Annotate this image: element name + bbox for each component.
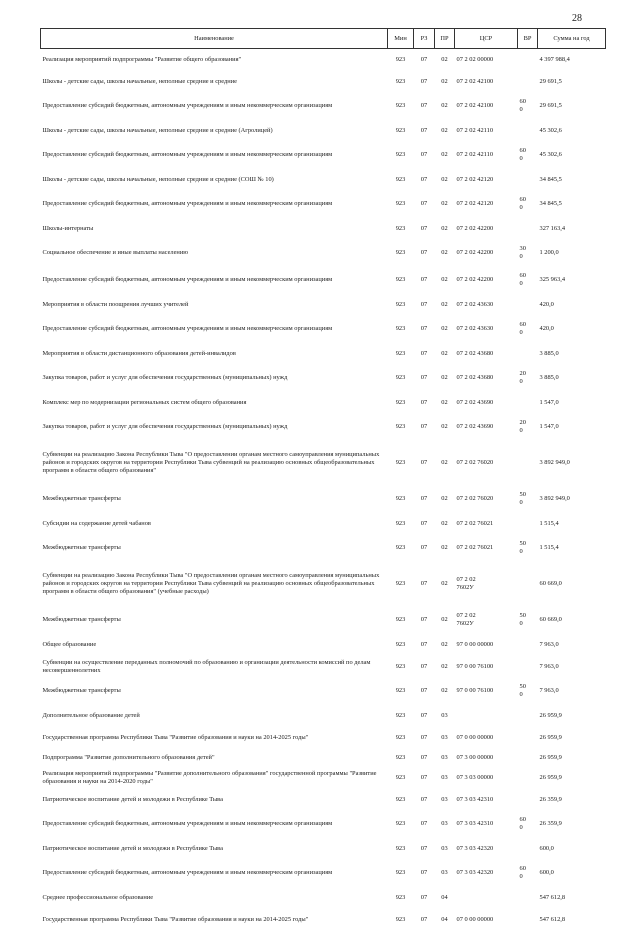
cell-pr: 02 <box>441 519 448 527</box>
cell-csr: 07 2 02 00000 <box>456 55 494 63</box>
cell-csr: 07 0 00 00000 <box>456 733 494 741</box>
cell-pr: 02 <box>441 200 448 207</box>
cell-pr: 02 <box>441 151 448 158</box>
cell-csr: 07 2 02 43690 <box>456 423 494 430</box>
cell-min: 923 <box>395 915 406 923</box>
cell-pr: 03 <box>441 733 448 741</box>
cell-name: Общее образование <box>42 640 97 648</box>
header-min: Мин <box>388 29 414 49</box>
table-row <box>41 392 606 414</box>
cell-csr: 97 0 00 76100 <box>456 662 494 670</box>
cell-sum: 7 963,0 <box>539 662 559 670</box>
cell-rz: 07 <box>420 126 428 134</box>
cell-sum: 4 397 988,4 <box>539 55 570 63</box>
cell-csr: 07 0 00 00000 <box>456 915 494 923</box>
cell-min: 923 <box>395 224 406 232</box>
cell-name: Субвенции на реализацию Закона Республики Тыва "О предоставлении органам местного самоуправления муниципальных районов и городских округов на территории Республики Тыва субвенций на реализацию основных общеобразовательных программ в области общего образования" (учебные расходы) <box>42 572 380 595</box>
cell-min: 923 <box>395 398 406 406</box>
cell-rz: 07 <box>420 616 428 623</box>
cell-sum: 7 963,0 <box>539 687 559 694</box>
cell-vr: 50 0 <box>519 540 526 555</box>
cell-sum: 60 669,0 <box>539 580 562 587</box>
cell-csr: 07 2 02 42110 <box>456 126 494 134</box>
cell-pr: 04 <box>441 893 448 901</box>
cell-pr: 02 <box>441 102 448 109</box>
cell-csr <box>455 887 518 909</box>
cell-csr: 07 3 03 42310 <box>456 820 494 827</box>
cell-name: Социальное обеспечение и иные выплаты населению <box>42 249 189 256</box>
cell-vr <box>518 169 538 191</box>
cell-name: Субвенции на осуществление переданных полномочий по образованию и организации деятельности комиссий по делам несовершеннолетних <box>42 658 371 674</box>
header-vr: ВР <box>518 29 538 49</box>
cell-sum: 60 669,0 <box>539 616 562 623</box>
cell-rz: 07 <box>420 325 428 332</box>
cell-name: Школы-интернаты <box>42 224 94 232</box>
cell-vr: 20 0 <box>519 370 526 385</box>
cell-min: 923 <box>395 55 406 63</box>
cell-vr: 60 0 <box>519 865 526 880</box>
cell-csr: 07 2 02 43630 <box>456 300 494 308</box>
cell-rz: 07 <box>420 300 428 308</box>
cell-pr: 02 <box>441 374 448 381</box>
cell-vr <box>518 705 538 727</box>
cell-rz: 07 <box>420 711 428 719</box>
cell-pr: 03 <box>441 820 448 827</box>
table-row <box>41 294 606 316</box>
cell-min: 923 <box>395 662 406 670</box>
cell-pr: 02 <box>441 349 448 357</box>
cell-csr: 07 2 02 42110 <box>456 151 494 158</box>
cell-csr: 07 3 03 00000 <box>456 773 494 781</box>
cell-name: Предоставление субсидий бюджетным, автономным учреждениям и иным некоммерческим организациям <box>42 102 333 109</box>
table-row <box>41 142 606 169</box>
cell-name: Предоставление субсидий бюджетным, автономным учреждениям и иным некоммерческим организациям <box>42 276 333 283</box>
cell-name: Реализация мероприятий подпрограммы "Развитие общего образования" <box>42 55 242 63</box>
header-sum: Сумма на год <box>538 29 606 49</box>
cell-vr <box>518 120 538 142</box>
cell-name: Реализация мероприятий подпрограммы "Развитие дополнительного образования" государственной программы "Развитие образования и науки на 2014-2020 годы" <box>42 769 377 785</box>
cell-name: Среднее профессиональное образование <box>42 893 154 901</box>
header-csr: ЦСР <box>455 29 518 49</box>
cell-name: Государственная программа Республики Тыва "Развитие образования и науки на 2014-2025 годы" <box>42 915 309 923</box>
table-row <box>41 49 606 71</box>
cell-sum: 3 885,0 <box>539 349 559 357</box>
table-row <box>41 656 606 678</box>
cell-min: 923 <box>395 151 406 158</box>
cell-csr: 07 2 02 7602У <box>456 576 476 591</box>
cell-csr: 07 2 02 42200 <box>456 276 494 283</box>
cell-pr: 02 <box>441 616 448 623</box>
cell-rz: 07 <box>420 175 428 183</box>
cell-vr: 50 0 <box>519 612 526 627</box>
cell-rz: 07 <box>420 374 428 381</box>
cell-min: 923 <box>395 276 406 283</box>
cell-csr: 07 2 02 42200 <box>456 224 494 232</box>
cell-name: Патриотическое воспитание детей и молодежи в Республике Тыва <box>42 795 223 803</box>
cell-pr: 03 <box>441 869 448 876</box>
table-row <box>41 887 606 909</box>
cell-min: 923 <box>395 753 406 761</box>
cell-csr: 07 2 02 43680 <box>456 374 494 381</box>
cell-rz: 07 <box>420 640 428 648</box>
cell-csr: 07 3 00 00000 <box>456 753 494 761</box>
cell-min: 923 <box>395 495 406 502</box>
cell-csr: 07 2 02 43690 <box>456 398 494 406</box>
cell-min: 923 <box>395 423 406 430</box>
cell-sum: 600,0 <box>539 844 554 852</box>
cell-csr: 07 3 03 42310 <box>456 795 494 803</box>
cell-sum: 3 885,0 <box>539 374 559 381</box>
cell-rz: 07 <box>420 869 428 876</box>
cell-pr: 02 <box>441 249 448 256</box>
cell-sum: 325 963,4 <box>539 276 566 283</box>
cell-pr: 04 <box>441 915 448 923</box>
cell-name: Мероприятия в области поощрения лучших учителей <box>42 300 189 308</box>
cell-name: Школы - детские сады, школы начальные, неполные средние и средние (СОШ № 10) <box>42 175 274 183</box>
cell-pr: 02 <box>441 423 448 430</box>
cell-rz: 07 <box>420 200 428 207</box>
cell-vr <box>518 634 538 656</box>
table-row <box>41 169 606 191</box>
cell-min: 923 <box>395 126 406 134</box>
table-row <box>41 727 606 749</box>
cell-min: 923 <box>395 893 406 901</box>
cell-csr: 07 2 02 43630 <box>456 325 494 332</box>
cell-sum: 34 845,5 <box>539 200 562 207</box>
cell-min: 923 <box>395 249 406 256</box>
header-name: Наименование <box>41 29 388 49</box>
cell-vr <box>518 767 538 789</box>
cell-sum: 3 892 949,0 <box>539 459 570 466</box>
cell-min: 923 <box>395 325 406 332</box>
cell-sum: 45 302,6 <box>539 126 562 134</box>
cell-sum: 327 163,4 <box>539 224 566 232</box>
cell-vr: 60 0 <box>519 816 526 831</box>
cell-pr: 02 <box>441 300 448 308</box>
cell-vr <box>518 909 538 931</box>
cell-name: Подпрограмма "Развитие дополнительного образования детей" <box>42 753 215 761</box>
cell-vr: 60 0 <box>519 196 526 211</box>
cell-vr: 60 0 <box>519 321 526 336</box>
cell-vr: 50 0 <box>519 491 526 506</box>
cell-sum: 547 612,8 <box>539 893 566 901</box>
cell-min: 923 <box>395 795 406 803</box>
cell-vr <box>518 789 538 811</box>
table-row <box>41 513 606 535</box>
table-row <box>41 678 606 705</box>
header-rz: РЗ <box>414 29 435 49</box>
cell-vr <box>518 49 538 71</box>
table-row <box>41 218 606 240</box>
cell-name: Межбюджетные трансферты <box>42 616 121 623</box>
cell-csr: 07 2 02 76021 <box>456 519 494 527</box>
cell-name: Патриотическое воспитание детей и молодежи в Республике Тыва <box>42 844 223 852</box>
cell-name: Комплекс мер по модернизации региональных систем общего образования <box>42 398 247 406</box>
table-row <box>41 535 606 562</box>
cell-pr: 02 <box>441 662 448 670</box>
cell-vr <box>518 656 538 678</box>
cell-csr: 07 2 02 42120 <box>456 175 494 183</box>
table-row <box>41 414 606 441</box>
cell-rz: 07 <box>420 820 428 827</box>
cell-name: Предоставление субсидий бюджетным, автономным учреждениям и иным некоммерческим организациям <box>42 325 333 332</box>
cell-csr: 07 2 02 42100 <box>456 77 494 85</box>
cell-min: 923 <box>395 459 406 466</box>
cell-rz: 07 <box>420 662 428 670</box>
table-row <box>41 120 606 142</box>
cell-sum: 1 515,4 <box>539 544 559 551</box>
table-row <box>41 562 606 607</box>
cell-min: 923 <box>395 580 406 587</box>
cell-sum: 420,0 <box>539 300 554 308</box>
table-row <box>41 811 606 838</box>
cell-vr <box>518 562 538 607</box>
cell-rz: 07 <box>420 733 428 741</box>
cell-csr: 07 2 02 76021 <box>456 544 494 551</box>
cell-pr: 02 <box>441 398 448 406</box>
table-row <box>41 789 606 811</box>
cell-csr <box>455 705 518 727</box>
cell-csr: 07 2 02 76020 <box>456 495 494 502</box>
cell-pr: 03 <box>441 844 448 852</box>
cell-pr: 02 <box>441 55 448 63</box>
table-row <box>41 860 606 887</box>
table-row <box>41 267 606 294</box>
cell-rz: 07 <box>420 349 428 357</box>
cell-pr: 02 <box>441 580 448 587</box>
cell-name: Закупка товаров, работ и услуг для обеспечения государственных (муниципальных) нужд <box>42 423 288 430</box>
cell-rz: 07 <box>420 55 428 63</box>
cell-pr: 02 <box>441 175 448 183</box>
cell-rz: 07 <box>420 276 428 283</box>
cell-sum: 26 359,9 <box>539 820 562 827</box>
cell-rz: 07 <box>420 249 428 256</box>
cell-min: 923 <box>395 200 406 207</box>
cell-min: 923 <box>395 711 406 719</box>
cell-rz: 07 <box>420 773 428 781</box>
cell-vr <box>518 441 538 486</box>
cell-name: Субсидии на содержание детей чабанов <box>42 519 151 527</box>
cell-csr: 07 2 02 76020 <box>456 459 494 466</box>
cell-csr: 07 2 02 42200 <box>456 249 494 256</box>
cell-min: 923 <box>395 374 406 381</box>
cell-pr: 02 <box>441 544 448 551</box>
cell-sum: 26 359,9 <box>539 795 562 803</box>
cell-rz: 07 <box>420 459 428 466</box>
cell-sum: 1 547,0 <box>539 398 559 406</box>
cell-sum: 420,0 <box>539 325 554 332</box>
cell-sum: 600,0 <box>539 869 554 876</box>
table-row <box>41 486 606 513</box>
cell-vr <box>518 71 538 93</box>
cell-rz: 07 <box>420 915 428 923</box>
cell-vr <box>518 838 538 860</box>
cell-sum: 7 963,0 <box>539 640 559 648</box>
cell-csr: 97 0 00 76100 <box>456 687 494 694</box>
cell-sum: 1 515,4 <box>539 519 559 527</box>
cell-sum: 1 547,0 <box>539 423 559 430</box>
cell-csr: 07 2 02 42100 <box>456 102 494 109</box>
table-row <box>41 705 606 727</box>
cell-min: 923 <box>395 616 406 623</box>
cell-min: 923 <box>395 77 406 85</box>
cell-csr: 97 0 00 00000 <box>456 640 494 648</box>
cell-min: 923 <box>395 820 406 827</box>
cell-min: 923 <box>395 300 406 308</box>
cell-sum: 26 959,9 <box>539 773 562 781</box>
cell-pr: 02 <box>441 325 448 332</box>
cell-vr <box>518 294 538 316</box>
cell-vr <box>518 513 538 535</box>
cell-pr: 03 <box>441 773 448 781</box>
table-row <box>41 767 606 789</box>
cell-name: Предоставление субсидий бюджетным, автономным учреждениям и иным некоммерческим организациям <box>42 200 333 207</box>
cell-name: Дополнительное образование детей <box>42 711 140 719</box>
cell-rz: 07 <box>420 893 428 901</box>
cell-vr <box>518 887 538 909</box>
table-row <box>41 343 606 365</box>
cell-name: Предоставление субсидий бюджетным, автономным учреждениям и иным некоммерческим организациям <box>42 869 333 876</box>
cell-pr: 02 <box>441 640 448 648</box>
cell-name: Закупка товаров, работ и услуг для обеспечения государственных (муниципальных) нужд <box>42 374 288 381</box>
cell-name: Государственная программа Республики Тыва "Развитие образования и науки на 2014-2025 годы" <box>42 733 309 741</box>
cell-pr: 02 <box>441 276 448 283</box>
cell-name: Предоставление субсидий бюджетным, автономным учреждениям и иным некоммерческим организациям <box>42 820 333 827</box>
cell-name: Субвенции на реализацию Закона Республики Тыва "О предоставлении органам местного самоуправления муниципальных районов и городских округов на территории Республики Тыва субвенций на реализацию основных общеобразовательных программ в области общего образования" <box>42 451 380 474</box>
header-pr: ПР <box>435 29 455 49</box>
cell-pr: 02 <box>441 459 448 466</box>
cell-vr <box>518 749 538 767</box>
cell-rz: 07 <box>420 151 428 158</box>
cell-name: Межбюджетные трансферты <box>42 544 121 551</box>
cell-sum: 26 959,9 <box>539 711 562 719</box>
cell-rz: 07 <box>420 77 428 85</box>
cell-rz: 07 <box>420 224 428 232</box>
budget-table <box>40 28 606 931</box>
cell-pr: 03 <box>441 711 448 719</box>
cell-min: 923 <box>395 869 406 876</box>
cell-min: 923 <box>395 519 406 527</box>
cell-csr: 07 2 02 7602У <box>456 612 476 627</box>
table-row <box>41 607 606 634</box>
cell-pr: 02 <box>441 687 448 694</box>
cell-min: 923 <box>395 640 406 648</box>
cell-sum: 34 845,5 <box>539 175 562 183</box>
cell-rz: 07 <box>420 544 428 551</box>
cell-name: Межбюджетные трансферты <box>42 495 121 502</box>
cell-vr: 60 0 <box>519 147 526 162</box>
table-row <box>41 909 606 931</box>
cell-pr: 02 <box>441 126 448 134</box>
cell-sum: 547 612,8 <box>539 915 566 923</box>
cell-name: Школы - детские сады, школы начальные, неполные средние и средние (Агролицей) <box>42 126 273 134</box>
cell-vr: 20 0 <box>519 419 526 434</box>
cell-name: Мероприятия в области дистанционного образования детей-инвалидов <box>42 349 236 357</box>
cell-min: 923 <box>395 773 406 781</box>
cell-csr: 07 2 02 43680 <box>456 349 494 357</box>
cell-vr <box>518 392 538 414</box>
cell-rz: 07 <box>420 687 428 694</box>
table-row <box>41 634 606 656</box>
table-row <box>41 838 606 860</box>
cell-rz: 07 <box>420 519 428 527</box>
cell-min: 923 <box>395 544 406 551</box>
page-number: 28 <box>572 13 582 24</box>
cell-name: Межбюджетные трансферты <box>42 687 121 694</box>
table-row <box>41 316 606 343</box>
cell-csr: 07 3 03 42320 <box>456 869 494 876</box>
cell-pr: 03 <box>441 753 448 761</box>
cell-sum: 45 302,6 <box>539 151 562 158</box>
cell-min: 923 <box>395 175 406 183</box>
table-row <box>41 441 606 486</box>
table-row <box>41 93 606 120</box>
cell-rz: 07 <box>420 795 428 803</box>
table-row <box>41 365 606 392</box>
cell-rz: 07 <box>420 423 428 430</box>
cell-vr: 50 0 <box>519 683 526 698</box>
cell-min: 923 <box>395 349 406 357</box>
cell-pr: 03 <box>441 795 448 803</box>
cell-sum: 26 959,9 <box>539 733 562 741</box>
cell-sum: 29 691,5 <box>539 77 562 85</box>
cell-sum: 1 200,0 <box>539 249 559 256</box>
cell-rz: 07 <box>420 102 428 109</box>
cell-name: Школы - детские сады, школы начальные, неполные средние и средние <box>42 77 237 85</box>
cell-rz: 07 <box>420 844 428 852</box>
cell-vr: 60 0 <box>519 98 526 113</box>
cell-sum: 29 691,5 <box>539 102 562 109</box>
cell-rz: 07 <box>420 580 428 587</box>
table-row <box>41 749 606 767</box>
cell-pr: 02 <box>441 77 448 85</box>
cell-sum: 3 892 949,0 <box>539 495 570 502</box>
cell-rz: 07 <box>420 753 428 761</box>
cell-vr <box>518 343 538 365</box>
cell-min: 923 <box>395 687 406 694</box>
cell-min: 923 <box>395 733 406 741</box>
cell-vr <box>518 218 538 240</box>
table-row <box>41 191 606 218</box>
cell-min: 923 <box>395 102 406 109</box>
cell-rz: 07 <box>420 398 428 406</box>
table-row <box>41 71 606 93</box>
cell-rz: 07 <box>420 495 428 502</box>
cell-min: 923 <box>395 844 406 852</box>
cell-csr: 07 3 03 42320 <box>456 844 494 852</box>
cell-pr: 02 <box>441 224 448 232</box>
table-row <box>41 240 606 267</box>
cell-sum: 26 959,9 <box>539 753 562 761</box>
cell-csr: 07 2 02 42120 <box>456 200 494 207</box>
cell-pr: 02 <box>441 495 448 502</box>
cell-vr <box>518 727 538 749</box>
cell-vr: 60 0 <box>519 272 526 287</box>
cell-vr: 30 0 <box>519 245 526 260</box>
table-header-row <box>41 29 606 49</box>
cell-name: Предоставление субсидий бюджетным, автономным учреждениям и иным некоммерческим организациям <box>42 151 333 158</box>
